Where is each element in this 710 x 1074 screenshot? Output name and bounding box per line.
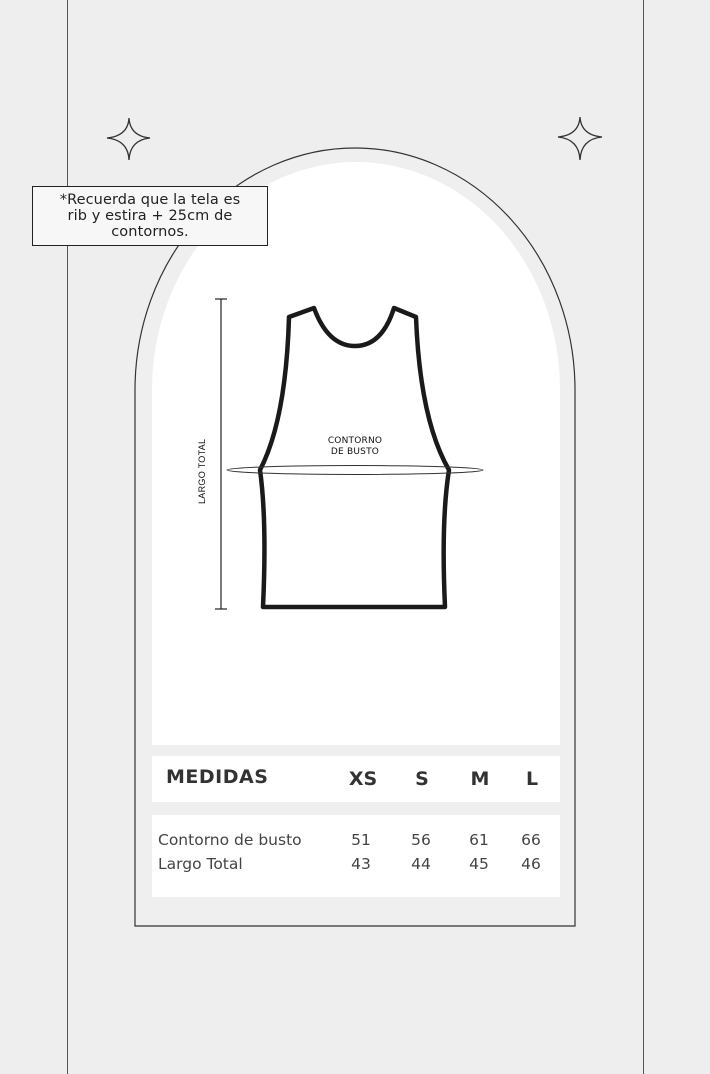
note-line-1: *Recuerda que la tela es (59, 192, 241, 208)
note-line-3: contornos. (111, 224, 189, 240)
size-header-s: S (415, 768, 429, 790)
size-header-l: L (525, 768, 539, 790)
bust-label (305, 436, 405, 458)
row-label-length: Largo Total (158, 855, 243, 873)
bust-xs-value: 51 (351, 831, 371, 849)
length-xs-value: 43 (351, 855, 371, 873)
length-label: LARGO TOTAL (197, 438, 207, 504)
size-table-header (152, 756, 560, 802)
size-header-m: M (470, 768, 490, 790)
size-table-body (152, 815, 560, 897)
table-title: MEDIDAS (166, 766, 269, 788)
length-l-value: 46 (521, 855, 541, 873)
fabric-stretch-note (32, 186, 268, 246)
sparkle-left-icon (107, 118, 150, 160)
table-row (152, 831, 560, 853)
length-m-value: 45 (469, 855, 489, 873)
bust-label-line1: CONTORNO (327, 436, 383, 446)
bust-label-line2: DE BUSTO (330, 447, 380, 457)
bust-s-value: 56 (411, 831, 431, 849)
size-header-xs: XS (348, 768, 378, 790)
note-line-2: rib y estira + 25cm de (67, 208, 233, 224)
length-s-value: 44 (411, 855, 431, 873)
row-label-bust: Contorno de busto (158, 831, 302, 849)
bust-l-value: 66 (521, 831, 541, 849)
bust-m-value: 61 (469, 831, 489, 849)
sparkle-right-icon (558, 117, 602, 160)
table-row (152, 855, 560, 877)
